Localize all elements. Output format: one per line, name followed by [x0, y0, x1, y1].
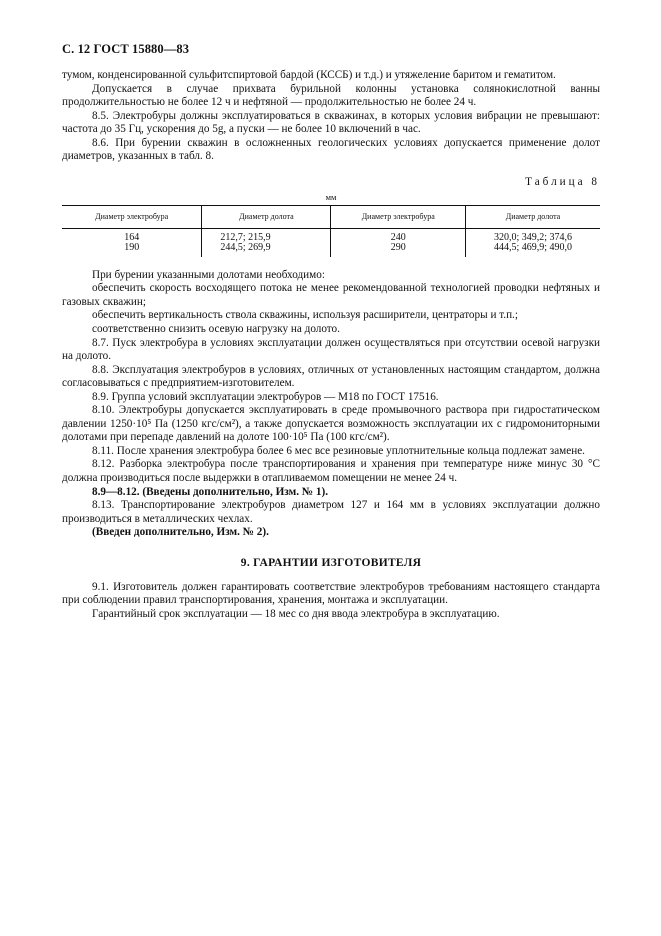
- paragraph: 8.7. Пуск электробура в условиях эксплуатации должен осуществляться при отсутствии осевой нагрузки на долото.: [62, 336, 600, 363]
- paragraph: Допускается в случае прихвата бурильной колонны установка солянокислотной ванны продолжительностью не более 12 ч и нефтяной — продолжительностью не более 24 ч.: [62, 82, 600, 109]
- paragraph: соответственно снизить осевую нагрузку на долото.: [92, 323, 340, 336]
- table-header-cell: Диаметр долота: [465, 205, 600, 228]
- paragraph: 8.10. Электробуры допускается эксплуатировать в среде промывочного раствора при гидростатическом давлении 1250·10⁵ Па (1250 кгс/см²), а также допускается возможность эксплуатации их с гидромониторными долотами при перепаде давлений на долоте 100·10⁵ Па (100 кгс/см²).: [62, 404, 600, 444]
- text-block-top: [62, 69, 600, 164]
- paragraph: 8.12. Разборка электробура после транспортирования и хранения при температуре ниже минус 30 °С должна производиться после выдержки в отапливаемом помещении не менее 24 ч.: [62, 458, 600, 485]
- paragraph: 8.5. Электробуры должны эксплуатироваться в скважинах, в которых условия вибрации не превышают: частота до 35 Гц, ускорения до 5g, а пуски — не более 10 включений в час.: [62, 109, 600, 136]
- table-header-cell: Диаметр электробура: [331, 205, 466, 228]
- table-header-row: [62, 205, 600, 228]
- paragraph: 8.13. Транспортирование электробуров диаметром 127 и 164 мм в условиях эксплуатации должно производиться в металлических чехлах.: [62, 499, 600, 525]
- document-page: [62, 42, 600, 621]
- text-block-middle: [62, 269, 600, 540]
- paragraph: 8.9. Группа условий эксплуатации электробуров — М18 по ГОСТ 17516.: [92, 390, 439, 403]
- paragraph: 8.9—8.12. (Введены дополнительно, Изм. № 1).: [92, 485, 329, 498]
- page-header: С. 12 ГОСТ 15880—83: [62, 42, 190, 56]
- paragraph: 8.6. При бурении скважин в осложненных геологических условиях допускается применение долот диаметров, указанных в табл. 8.: [62, 136, 600, 163]
- table-unit: мм: [325, 191, 337, 202]
- paragraph: При бурении указанными долотами необходимо:: [92, 268, 325, 281]
- paragraph: 8.8. Эксплуатация электробуров в условиях, отличных от установленных настоящим стандартом, должна согласовываться с предприятием-изготовителем.: [62, 363, 600, 390]
- paragraph: тумом, конденсированной сульфитспиртовой бардой (КССБ) и т.д.) и утяжеление баритом и гематитом.: [62, 69, 556, 81]
- paragraph: 9.1. Изготовитель должен гарантировать соответствие электробуров требованиям настоящего стандарта при соблюдении правил транспортирования, хранения, монтажа и эксплуатации.: [62, 580, 600, 607]
- table-cell: 212,7; 215,9 244,5; 269,9: [202, 228, 331, 257]
- diameter-table: [62, 205, 600, 257]
- text-block-bottom: [62, 581, 600, 622]
- paragraph: 8.11. После хранения электробура более 6 мес все резиновые уплотнительные кольца подлежат замене.: [92, 444, 585, 457]
- table-header-cell: Диаметр электробура: [62, 205, 202, 228]
- paragraph: (Введен дополнительно, Изм. № 2).: [92, 526, 269, 539]
- paragraph: обеспечить скорость восходящего потока не менее рекомендованной технологией проводки нефтяных и газовых скважин;: [62, 282, 600, 308]
- table-cell: 320,0; 349,2; 374,6 444,5; 469,9; 490,0: [465, 228, 600, 257]
- table-header-cell: Диаметр долота: [202, 205, 331, 228]
- table-cell: 164 190: [124, 231, 140, 253]
- table-caption: Таблица 8: [525, 175, 600, 188]
- paragraph: Гарантийный срок эксплуатации — 18 мес со дня ввода электробура в эксплуатацию.: [92, 607, 500, 620]
- section-title: 9. ГАРАНТИИ ИЗГОТОВИТЕЛЯ: [240, 556, 422, 569]
- table-row: [62, 228, 600, 257]
- paragraph: обеспечить вертикальность ствола скважины, используя расширители, центраторы и т.п.;: [92, 309, 518, 322]
- table-cell: 240 290: [331, 228, 466, 257]
